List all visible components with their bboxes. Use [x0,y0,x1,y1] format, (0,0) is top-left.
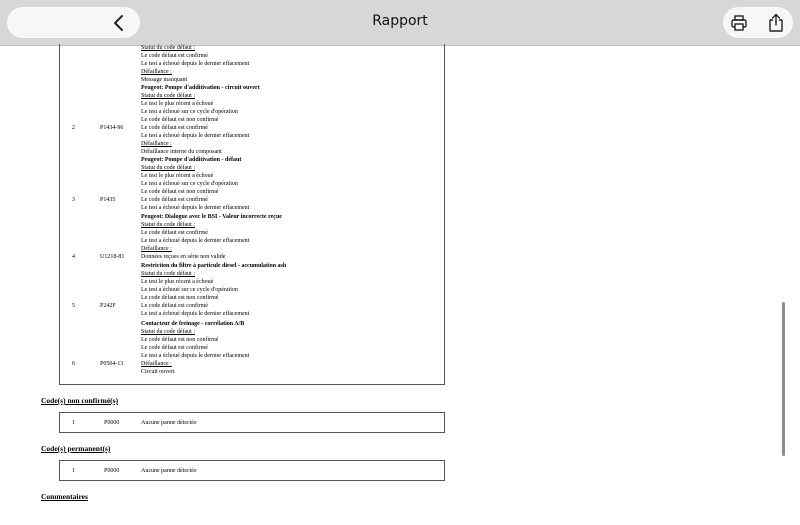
section-label: Statut du code défaut : [141,45,195,51]
row-number: 1 [72,420,75,426]
report-document [0,46,800,525]
fault-code: P1434-96 [100,125,124,131]
status-line: Le code défaut est confirmé [141,53,208,59]
status-line: Le test le plus récent a échoué [141,279,214,285]
permanent-codes-table [59,460,445,481]
status-line: Le code défaut est non confirmé [141,189,219,195]
row-number: 3 [72,197,75,203]
page-title: Rapport [372,13,428,29]
unconfirmed-codes-heading: Code(s) non confirmé(s) [41,396,119,405]
status-line: Le test a échoué depuis le dernier effacement [141,61,250,67]
section-label: Statut du code défaut : [141,93,195,99]
status-line: Le code défaut est confirmé [141,230,208,236]
status-line: Le test a échoué sur ce cycle d'opération [141,287,238,293]
fault-codes-table [59,44,445,385]
fault-title: Peugeot: Pompe d'additivation - circuit ouvert [141,85,260,91]
section-label: Défaillance : [141,141,172,147]
status-line: Le code défaut est confirmé [141,125,208,131]
fault-code: U1218-81 [100,254,125,260]
fault-code: P1435 [100,197,116,203]
comments-heading: Commentaires [41,492,88,501]
status-line: Le test a échoué sur ce cycle d'opération [141,109,238,115]
section-label: Défaillance : [141,246,172,252]
status-line: Le test le plus récent a échoué [141,173,214,179]
row-number: 2 [72,125,75,131]
section-label: Défaillance : [141,69,172,75]
row-number: 5 [72,303,75,309]
fault-title: Restriction du filtre à particule diesel - accumulation ash [141,263,287,269]
status-line: Le code défaut est non confirmé [141,117,219,123]
status-line: Données reçues en série non valide [141,254,226,260]
status-line: Le code défaut est non confirmé [141,295,219,301]
vertical-scrollbar[interactable] [782,302,785,456]
status-line: Le test a échoué depuis le dernier effacement [141,133,250,139]
share-icon [767,13,785,33]
section-label: Statut du code défaut : [141,222,195,228]
fault-title: Peugeot: Dialogue avec le BSI - Valeur incorrecte reçue [141,214,282,220]
unconfirmed-codes-table [59,412,445,433]
row-number: 1 [72,468,75,474]
fault-code: P0504-13 [100,361,124,367]
status-line: Le code défaut est confirmé [141,303,208,309]
top-toolbar [0,0,800,46]
fault-description: Aucune panne détectée [141,420,197,426]
status-line: Défaillance interne du composant [141,149,222,155]
status-line: Le code défaut est non confirmé [141,337,219,343]
fault-title: Peugeot: Pompe d'additivation - défaut [141,157,242,163]
status-line: Le test a échoué depuis le dernier effacement [141,205,250,211]
section-label: Statut du code défaut : [141,165,195,171]
fault-title: Contacteur de freinage - corrélation A/B [141,321,245,327]
fault-code: P242F [100,303,116,309]
status-line: Circuit ouvert [141,369,175,375]
printer-icon [730,14,748,32]
status-line: Le test a échoué sur ce cycle d'opération [141,181,238,187]
status-line: Le code défaut est confirmé [141,197,208,203]
status-line: Le test a échoué depuis le dernier effacement [141,238,250,244]
section-label: Statut du code défaut : [141,329,195,335]
row-number: 6 [72,361,75,367]
print-button[interactable] [727,11,751,35]
status-line: Le test a échoué depuis le dernier effacement [141,353,250,359]
fault-description: Aucune panne détectée [141,468,197,474]
fault-code: P0000 [104,420,120,426]
right-toolbar-pill [723,7,793,38]
share-button[interactable] [764,11,788,35]
section-label: Statut du code défaut : [141,271,195,277]
fault-code: P0000 [104,468,120,474]
status-line: Le code défaut est confirmé [141,345,208,351]
status-line: Message manquant [141,77,188,83]
row-number: 4 [72,254,75,260]
status-line: Le test a échoué depuis le dernier effacement [141,311,250,317]
section-label: Défaillance : [141,361,172,367]
permanent-codes-heading: Code(s) permanent(s) [41,444,111,453]
status-line: Le test le plus récent a échoué [141,101,214,107]
